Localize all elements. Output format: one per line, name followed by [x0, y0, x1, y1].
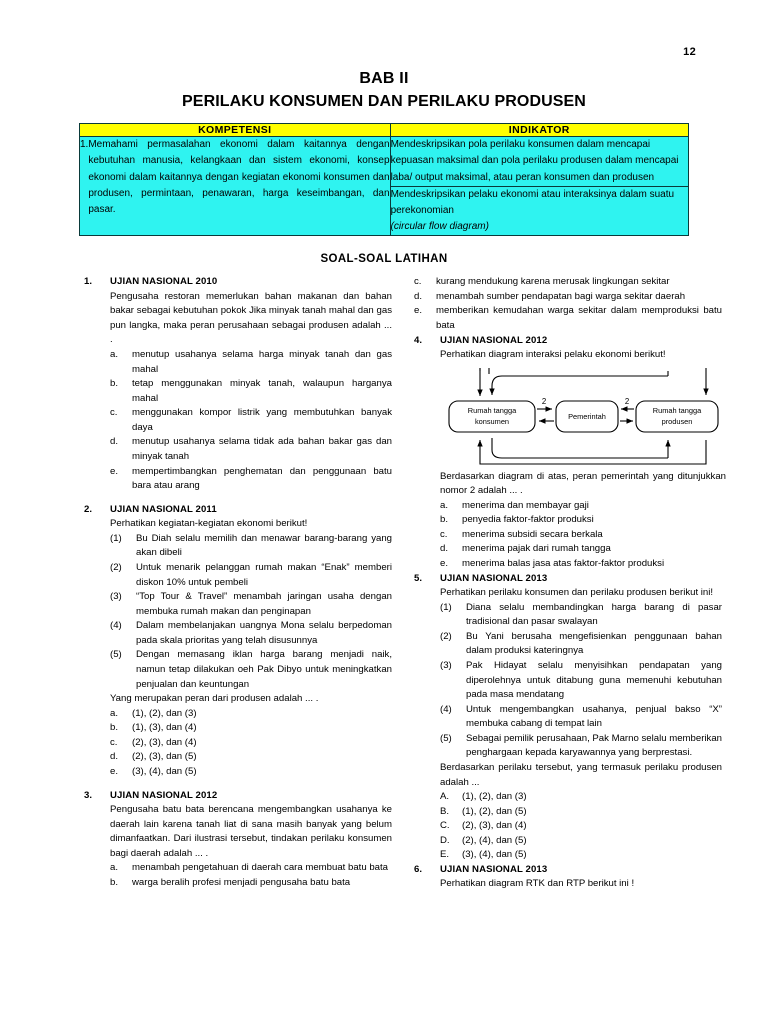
exercise-heading: SOAL-SOAL LATIHAN — [320, 253, 448, 266]
page-title: PERILAKU KONSUMEN DAN PERILAKU PRODUSEN — [182, 92, 586, 110]
item-key: (2) — [110, 561, 122, 573]
spacer — [84, 494, 392, 503]
question-2-number: 2. — [84, 503, 93, 515]
option-item — [440, 834, 722, 849]
option-key: b. — [110, 378, 119, 390]
cell-indikator-1: Mendeskripsikan pola perilaku konsumen dalam mencapai kepuasan maksimal dan pola perilaku produsen dalam mencapai laba/ output maksimal, atau peran konsumen dan produsen — [390, 137, 688, 187]
question-5-title: UJIAN NASIONAL 2013 — [440, 572, 548, 584]
option-item — [440, 557, 726, 572]
column-header-kompetensi: KOMPETENSI — [80, 124, 391, 137]
option-key: e. — [110, 465, 119, 477]
option-text: (1), (3), dan (4) — [132, 722, 197, 734]
item-key: (3) — [110, 591, 122, 603]
option-key: e. — [440, 558, 449, 570]
item-text: Dalam membelanjakan uangnya Mona selalu berpedoman pada skala prioritas yang telah disusunnya — [136, 620, 392, 646]
option-text: (3), (4), dan (5) — [462, 849, 527, 861]
numbered-item — [440, 659, 722, 703]
option-text: menerima balas jasa atas faktor-faktor produksi — [462, 558, 665, 570]
question-5-options — [440, 790, 722, 863]
question-4-stem: Perhatikan diagram interaksi pelaku ekonomi berikut! — [440, 349, 666, 361]
item-key: (3) — [440, 659, 452, 671]
question-6-title: UJIAN NASIONAL 2013 — [440, 864, 548, 876]
option-item — [110, 435, 392, 464]
question-4-number: 4. — [414, 334, 423, 346]
option-text: warga beralih profesi menjadi pengusaha batu bata — [132, 876, 351, 888]
question-2-options — [110, 707, 392, 780]
numbered-item — [440, 601, 722, 630]
option-item — [440, 848, 722, 863]
option-text: (2), (3), dan (4) — [462, 820, 527, 832]
question-1-stem: Pengusaha restoran memerlukan bahan makanan dan bahan bakar sebagai kebutuhan pokok Jika minyak tanah mahal dan gas pun langka, maka peran perusahaan sebagai produsen adalah ... . — [110, 290, 392, 346]
page-number: 12 — [683, 46, 696, 58]
question-5-number: 5. — [414, 572, 423, 584]
option-text: (1), (2), dan (3) — [462, 791, 527, 803]
flow-label-2-left: 2 — [541, 396, 547, 406]
option-key: d. — [440, 543, 449, 555]
option-item — [110, 348, 392, 377]
option-item — [440, 528, 726, 543]
item-key: (5) — [110, 649, 122, 661]
option-text: menggunakan kompor listrik yang membutuhkan banyak daya — [132, 407, 392, 433]
item-text: Diana selalu membandingkan harga barang di pasar tradisional dan pasar swalayan — [466, 601, 722, 628]
question-2-stem: Perhatikan kegiatan-kegiatan ekonomi berikut! — [110, 518, 308, 530]
question-3-options-continued — [414, 275, 722, 333]
question-3-options — [110, 861, 392, 890]
question-5-items — [440, 601, 722, 761]
question-1-options — [110, 348, 392, 494]
question-4 — [414, 334, 726, 572]
numbered-item — [110, 619, 392, 648]
option-key: e. — [110, 766, 119, 778]
option-key: c. — [110, 407, 118, 419]
option-item — [414, 290, 722, 305]
option-text: (3), (4), dan (5) — [132, 766, 197, 778]
option-key: d. — [110, 751, 119, 763]
node-label: Rumah tangga — [467, 405, 517, 415]
item-key: (1) — [440, 601, 452, 613]
question-3-title: UJIAN NASIONAL 2012 — [110, 789, 218, 801]
left-column — [84, 275, 392, 892]
item-text: Sebagai pemilik perusahaan, Pak Marno selalu memberikan penghargaan kepada karyawannya yang berprestasi. — [466, 732, 722, 759]
numbered-item — [440, 630, 722, 659]
option-text: tetap menggunakan minyak tanah, walaupun harganya mahal — [132, 378, 392, 404]
option-key: C. — [440, 820, 450, 832]
cell-kompetensi — [80, 137, 391, 236]
question-2-title: UJIAN NASIONAL 2011 — [110, 503, 217, 515]
question-6-number: 6. — [414, 864, 423, 876]
option-item — [110, 861, 392, 876]
option-key: a. — [110, 349, 119, 361]
option-item — [440, 790, 722, 805]
question-2 — [84, 503, 392, 780]
table-header-row — [80, 124, 689, 137]
option-key: e. — [414, 305, 423, 317]
numbered-item — [440, 703, 722, 732]
option-text: menutup usahanya selama harga minyak tanah dan gas mahal — [132, 349, 392, 375]
item-text: Untuk mengembangkan usahanya, penjual bakso “X” membuka cabang di tempat lain — [466, 703, 722, 730]
option-key: d. — [414, 290, 423, 302]
option-key: c. — [440, 528, 448, 540]
node-label: Rumah tangga — [652, 405, 702, 415]
option-item — [110, 707, 392, 722]
option-key: a. — [440, 499, 449, 511]
question-2-items — [110, 532, 392, 692]
option-item — [110, 750, 392, 765]
option-text: menerima subsidi secara berkala — [462, 528, 603, 540]
option-key: b. — [110, 722, 119, 734]
option-key: B. — [440, 805, 450, 817]
question-5-after-text: Berdasarkan perilaku tersebut, yang termasuk perilaku produsen adalah ... — [440, 761, 722, 788]
option-item — [110, 736, 392, 751]
item-key: (4) — [440, 703, 452, 715]
option-text: menerima dan membayar gaji — [462, 499, 589, 511]
item-text: “Top Tour & Travel” menambah jaringan usaha dengan membuka rumah makan dan penginapan — [136, 591, 392, 617]
question-4-title: UJIAN NASIONAL 2012 — [440, 334, 548, 346]
question-5 — [414, 572, 722, 863]
option-text: menutup usahanya selama tidak ada bahan bakar gas dan minyak tanah — [132, 436, 392, 463]
question-3-stem: Pengusaha batu bata berencana mengembangkan usahanya ke daerah lain karena tanah liat di sana masih banyak yang belum dimanfaatkan. Dari ilustrasi tersebut, tindakan perilaku konsumen bagi daerah adalah ... . — [110, 803, 392, 859]
item-key: (5) — [440, 732, 452, 744]
option-text: (2), (3), dan (5) — [132, 751, 197, 763]
option-item — [414, 304, 722, 333]
numbered-item — [110, 532, 392, 561]
title-block — [0, 0, 768, 112]
indikator-2-text: Mendeskripsikan pelaku ekonomi atau interaksinya dalam suatu perekonomian — [390, 188, 675, 216]
option-text: (2), (4), dan (5) — [462, 834, 527, 846]
kompetensi-text: Memahami permasalahan ekonomi dalam kaitannya dengan kebutuhan manusia, kelangkaan dan sistem ekonomi, konsep ekonomi dalam kaitannya dengan kegiatan ekonomi konsumen dan produsen, permintaan, penawaran, harga keseimbangan, dan pasar. — [88, 139, 390, 215]
chapter-label: BAB II — [359, 70, 409, 87]
option-item — [110, 377, 392, 406]
item-text: Bu Yani berusaha mengefisienkan penggunaan bahan dalam produksi kateringnya — [466, 630, 722, 657]
table-row — [80, 137, 689, 187]
item-text: Dengan memasang iklan harga barang menjadi naik, namun tetap dilakukan oeh Pak Dibyo untuk meningkatkan penjualan dan keuntungan — [136, 649, 392, 690]
option-key: c. — [414, 276, 422, 288]
option-item — [440, 513, 726, 528]
question-1-number: 1. — [84, 276, 93, 288]
node-label: Pemerintah — [568, 411, 606, 421]
numbered-item — [110, 590, 392, 619]
flow-label-2-right: 2 — [624, 396, 630, 406]
item-key: (2) — [440, 630, 452, 642]
question-6 — [414, 863, 722, 892]
option-text: (1), (2), dan (3) — [132, 707, 197, 719]
option-text: penyedia faktor-faktor produksi — [462, 514, 594, 526]
indikator-2-note: (circular flow diagram) — [390, 221, 489, 233]
competency-table — [79, 123, 689, 236]
option-text: menambah sumber pendapatan bagi warga sekitar daerah — [436, 290, 686, 302]
circular-flow-diagram — [440, 368, 726, 466]
option-text: menerima pajak dari rumah tangga — [462, 543, 611, 555]
column-header-indikator: INDIKATOR — [390, 124, 688, 137]
option-key: d. — [110, 436, 119, 448]
option-item — [110, 876, 392, 891]
option-text: memberikan kemudahan warga sekitar dalam memproduksi batu bata — [436, 305, 722, 332]
question-3 — [84, 789, 392, 891]
option-text: menambah pengetahuan di daerah cara membuat batu bata — [132, 862, 389, 874]
question-1-title: UJIAN NASIONAL 2010 — [110, 276, 218, 288]
option-item — [440, 499, 726, 514]
node-label: produsen — [661, 416, 693, 426]
option-item — [110, 406, 392, 435]
option-key: b. — [110, 876, 119, 888]
option-item — [440, 805, 722, 820]
option-key: E. — [440, 849, 450, 861]
option-key: a. — [110, 707, 119, 719]
option-item — [440, 542, 726, 557]
question-4-options — [440, 499, 726, 572]
question-5-stem: Perhatikan perilaku konsumen dan perilaku produsen berikut ini! — [440, 587, 714, 599]
option-key: a. — [110, 862, 119, 874]
option-item — [110, 765, 392, 780]
node-label: konsumen — [474, 416, 510, 426]
option-text: (1), (2), dan (5) — [462, 805, 527, 817]
item-key: (1) — [110, 532, 122, 544]
numbered-item — [440, 732, 722, 761]
question-1 — [84, 275, 392, 493]
option-text: kurang mendukung karena merusak lingkungan sekitar — [436, 276, 670, 288]
item-key: (4) — [110, 620, 122, 632]
option-key: c. — [110, 736, 118, 748]
option-item — [414, 275, 722, 290]
question-4-after-text: Berdasarkan diagram di atas, peran pemerintah yang ditunjukkan nomor 2 adalah ... . — [440, 470, 726, 497]
kompetensi-number: 1. — [80, 139, 89, 151]
option-key: b. — [440, 514, 449, 526]
item-text: Bu Diah selalu memilih dan menawar barang-barang yang akan dibeli — [136, 532, 392, 559]
option-text: (2), (3), dan (4) — [132, 736, 197, 748]
item-text: Pak Hidayat selalu menyisihkan pendapatan yang diperolehnya untuk ditabung guna memenuhi kebutuhan pada masa mendatang — [466, 659, 722, 701]
question-2-after-text: Yang merupakan peran dari produsen adalah ... . — [110, 693, 319, 705]
right-column — [414, 275, 726, 892]
numbered-item — [110, 561, 392, 590]
option-item — [110, 465, 392, 494]
option-item — [110, 721, 392, 736]
option-text: mempertimbangkan penghematan dan penggunaan batu bara atau arang — [132, 465, 392, 492]
two-column-body — [0, 275, 768, 892]
question-6-stem: Perhatikan diagram RTK dan RTP berikut ini ! — [440, 878, 635, 890]
cell-indikator-2 — [390, 186, 688, 236]
item-text: Untuk menarik pelanggan rumah makan “Enak” memberi diskon 10% untuk pembeli — [136, 561, 392, 588]
question-3-number: 3. — [84, 789, 93, 801]
spacer — [84, 780, 392, 789]
option-key: A. — [440, 791, 450, 803]
numbered-item — [110, 648, 392, 692]
option-key: D. — [440, 834, 450, 846]
option-item — [440, 819, 722, 834]
